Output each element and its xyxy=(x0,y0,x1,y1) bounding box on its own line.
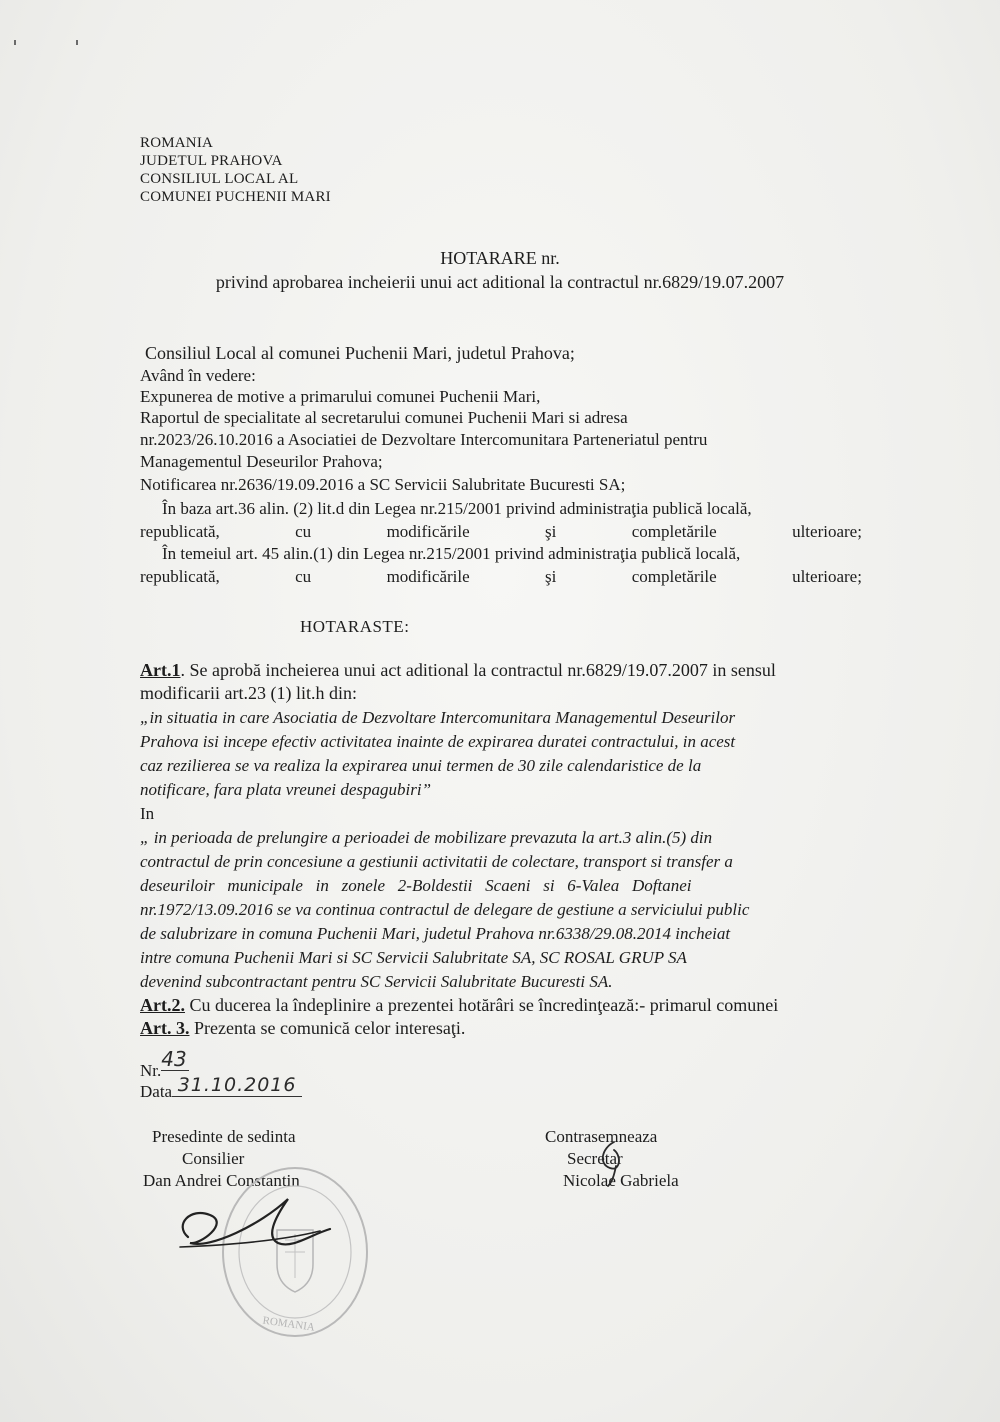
preamble-line: nr.2023/26.10.2016 a Asociatiei de Dezvoltare Intercomunitara Parteneriatul pentru xyxy=(140,430,708,449)
article-3-text: Prezenta se comunică celor interesaţi. xyxy=(189,1018,466,1038)
word: completările xyxy=(631,567,717,586)
signature-right-name: Nicolae Gabriela xyxy=(563,1171,679,1190)
word: ulterioare; xyxy=(792,522,862,541)
date-field xyxy=(140,1074,302,1103)
svg-text:ROMANIA: ROMANIA xyxy=(261,1314,316,1334)
number-value: 43 xyxy=(161,1048,189,1071)
article-1-line xyxy=(140,659,776,681)
quote-2-line: intre comuna Puchenii Mari si SC Servicii Salubritate SA, SC ROSAL GRUP SA xyxy=(140,948,687,967)
quote-2-line: de salubrizare in comuna Puchenii Mari, judetul Prahova nr.6338/29.08.2014 incheiat xyxy=(140,924,731,943)
preamble-council: Consiliul Local al comunei Puchenii Mari, judetul Prahova; xyxy=(145,343,575,363)
word: şi xyxy=(545,567,557,586)
quote-2-line: devenind subcontractant pentru SC Servicii Salubritate Bucuresti SA. xyxy=(140,972,613,991)
document-title: HOTARARE nr. xyxy=(440,248,560,268)
article-2-label: Art.2. xyxy=(140,995,185,1015)
signature-right-role: Contrasemneaza xyxy=(545,1127,658,1146)
word: cu xyxy=(295,522,312,541)
word: modificările xyxy=(386,567,470,586)
article-3-line xyxy=(140,1017,465,1039)
word: şi xyxy=(545,522,557,541)
conjunction-in: In xyxy=(140,804,155,823)
article-1-label: Art.1 xyxy=(140,660,181,680)
article-1-text: . Se aprobă incheierea unui act aditional la contractul nr.6829/19.07.2007 in sensul xyxy=(180,660,776,680)
quote-1-line: caz rezilierea se va realiza la expirarea unui termen de 30 zile calendaristice de la xyxy=(140,756,702,775)
number-label: Nr. xyxy=(140,1061,162,1080)
document-subtitle: privind aprobarea incheierii unui act aditional la contractul nr.6829/19.07.2007 xyxy=(215,272,785,292)
article-2-text: Cu ducerea la îndeplinire a prezentei hotărâri se încredinţează:- primarul comunei xyxy=(184,995,779,1015)
article-2-line xyxy=(140,994,778,1016)
preamble-line: Notificarea nr.2636/19.09.2016 a SC Servicii Salubritate Bucuresti SA; xyxy=(140,475,626,494)
article-3-label: Art. 3. xyxy=(140,1018,190,1038)
word: republicată, xyxy=(140,522,220,541)
date-value: 31.10.2016 xyxy=(172,1074,302,1097)
header-line-country: ROMANIA xyxy=(140,135,214,151)
preamble-considering: Având în vedere: xyxy=(140,366,256,385)
handwritten-signature-right-icon xyxy=(592,1138,632,1188)
quote-2-line: „ in perioada de prelungire a perioadei de mobilizare prevazuta la art.3 alin.(5) din xyxy=(140,828,713,847)
header-line-county: JUDETUL PRAHOVA xyxy=(140,153,283,169)
quote-2-line: contractul de prin concesiune a gestiunii activitatii de colectare, transport si transfer a xyxy=(140,852,733,871)
article-1-line: modificarii art.23 (1) lit.h din: xyxy=(140,683,357,703)
signature-left-title: Consilier xyxy=(182,1149,245,1168)
date-label: Data xyxy=(140,1082,173,1101)
quote-1-line: „in situatia in care Asociatia de Dezvoltare Intercomunitara Managementul Deseurilor xyxy=(140,708,736,727)
header-line-council: CONSILIUL LOCAL AL xyxy=(140,171,299,187)
quote-1-line: Prahova isi incepe efectiv activitatea inainte de expirarea duratei contractului, in acest xyxy=(140,732,736,751)
legal-basis-line: În temeiul art. 45 alin.(1) din Legea nr.215/2001 privind administraţia publică locală, xyxy=(162,544,741,563)
scan-speck xyxy=(14,40,16,45)
word: ulterioare; xyxy=(792,567,862,586)
handwritten-signature-left-icon xyxy=(170,1185,340,1275)
legal-basis-line: În baza art.36 alin. (2) lit.d din Legea nr.215/2001 privind administraţia publică locală, xyxy=(162,499,752,518)
signature-right-title: Secretar xyxy=(567,1149,623,1168)
quote-1-line: notificare, fara plata vreunei despagubiri” xyxy=(140,780,432,799)
preamble-line: Expunerea de motive a primarului comunei Puchenii Mari, xyxy=(140,387,541,406)
word: republicată, xyxy=(140,567,220,586)
header-line-commune: COMUNEI PUCHENII MARI xyxy=(140,189,331,205)
word: modificările xyxy=(386,522,470,541)
preamble-line: Managementul Deseurilor Prahova; xyxy=(140,452,383,471)
legal-basis-line-justified xyxy=(140,521,862,543)
decides-heading: HOTARASTE: xyxy=(300,617,410,636)
legal-basis-line-justified xyxy=(140,566,862,588)
word: cu xyxy=(295,567,312,586)
quote-2-line: nr.1972/13.09.2016 se va continua contractul de delegare de gestiune a serviciului public xyxy=(140,900,750,919)
signature-left-name: Dan Andrei Constantin xyxy=(143,1171,300,1190)
signature-left-role: Presedinte de sedinta xyxy=(152,1127,296,1146)
quote-2-line: deseuriloir municipale in zonele 2-Boldestii Scaeni si 6-Valea Doftanei xyxy=(140,876,692,895)
scan-speck xyxy=(76,40,78,45)
preamble-line: Raportul de specialitate al secretarului comunei Puchenii Mari si adresa xyxy=(140,408,628,427)
word: completările xyxy=(631,522,717,541)
